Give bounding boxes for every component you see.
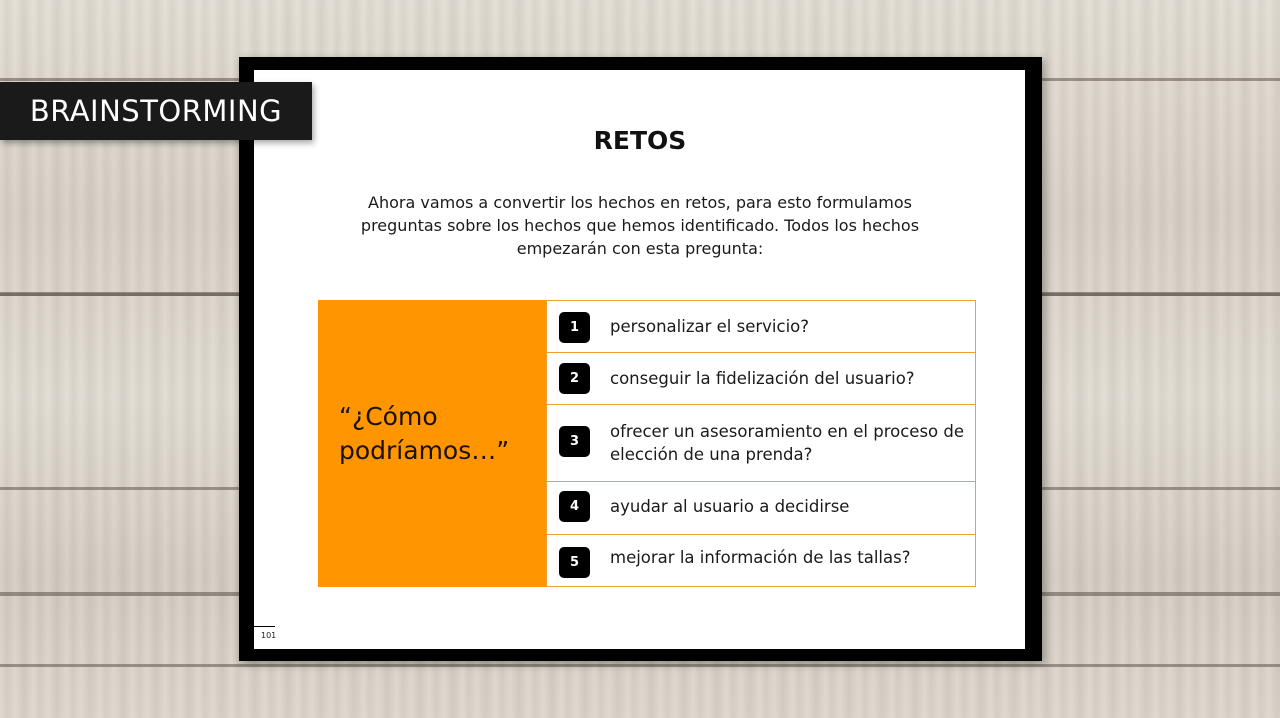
- section-banner: BRAINSTORMING: [0, 82, 312, 140]
- page-number-rule: [254, 626, 275, 627]
- page-number: 101: [261, 631, 277, 640]
- number-badge: 2: [559, 363, 590, 394]
- list-item: [547, 482, 975, 535]
- list-item: [547, 353, 975, 405]
- list-item: [547, 535, 975, 586]
- question-text: “¿Cómo podríamos…”: [339, 402, 510, 465]
- list-item: [547, 405, 975, 482]
- challenge-list: [546, 300, 976, 587]
- number-badge: 1: [559, 312, 590, 343]
- slide-title: RETOS: [593, 126, 687, 155]
- list-item: [547, 301, 975, 353]
- list-item-text: personalizar el servicio?: [610, 317, 810, 336]
- slide-intro-text: Ahora vamos a convertir los hechos en retos, para esto formulamos preguntas sobre los hechos que hemos identificado. Todos los hechos empezarán con esta pregunta:: [360, 193, 920, 258]
- list-item-text: ofrecer un asesoramiento en el proceso de elección de una prenda?: [610, 422, 965, 464]
- list-item-text: conseguir la fidelización del usuario?: [610, 369, 915, 388]
- list-item-text: mejorar la información de las tallas?: [610, 548, 911, 567]
- number-badge: 3: [559, 426, 590, 457]
- number-badge: 5: [559, 547, 590, 578]
- list-item-text: ayudar al usuario a decidirse: [610, 497, 850, 516]
- number-badge: 4: [559, 491, 590, 522]
- wood-plank-divider: [0, 664, 1280, 667]
